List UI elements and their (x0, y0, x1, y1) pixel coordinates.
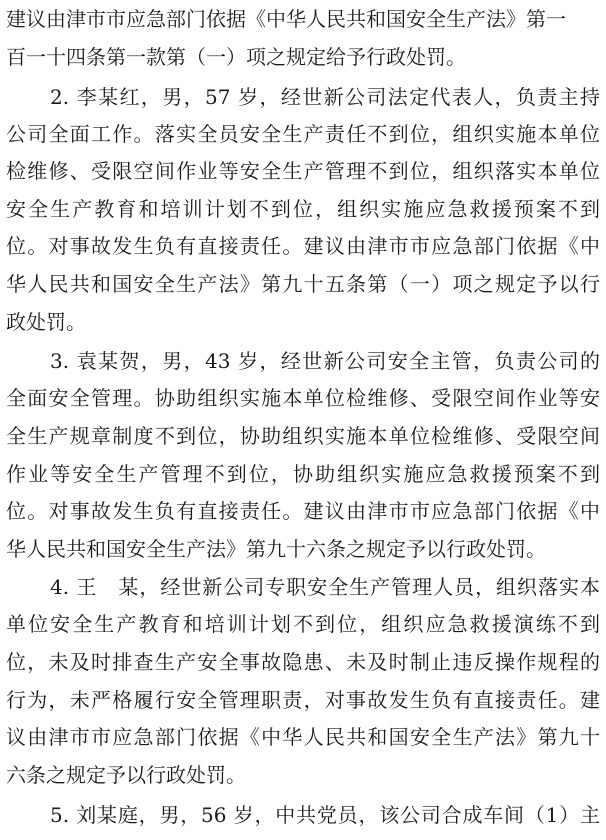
text-line: 位，未及时排查生产安全事故隐患、未及时制止违反操作规程的 (6, 650, 600, 674)
text-line: 公司全面工作。落实全员安全生产责任不到位，组织实施本单位 (6, 122, 600, 146)
text-line: 全面安全管理。协助组织实施本单位检维修、受限空间作业等安 (6, 386, 600, 410)
paragraph-start-line: 5. 刘某庭，男，56 岁，中共党员，该公司合成车间（1）主 (50, 803, 600, 827)
text-line: 六条之规定予以行政处罚。 (6, 763, 246, 787)
text-line: 单位安全生产教育和培训计划不到位，组织应急救援演练不到 (6, 612, 600, 636)
text-line: 作业等安全生产管理不到位，协助组织实施应急救援预案不到 (6, 462, 600, 486)
text-line: 百一十四条第一款第（一）项之规定给予行政处罚。 (6, 45, 466, 69)
paragraph-start-line: 4. 王 某，经世新公司专职安全生产管理人员，组织落实本 (50, 575, 600, 599)
text-line: 检维修、受限空间作业等安全生产管理不到位，组织落实本单位 (6, 159, 600, 183)
text-line: 全生产规章制度不到位，协助组织实施本单位检维修、受限空间 (6, 424, 600, 448)
text-line: 位。对事故发生负有直接责任。建议由津市市应急部门依据《中 (6, 234, 600, 258)
text-line: 议由津市市应急部门依据《中华人民共和国安全生产法》第九十 (6, 725, 600, 749)
text-line: 行为，未严格履行安全管理职责，对事故发生负有直接责任。建 (6, 688, 600, 712)
text-line: 安全生产教育和培训计划不到位，组织实施应急救援预案不到 (6, 197, 600, 221)
text-line: 华人民共和国安全生产法》第九十五条第（一）项之规定予以行 (6, 272, 600, 296)
text-line: 建议由津市市应急部门依据《中华人民共和国安全生产法》第一 (6, 7, 566, 31)
paragraph-start-line: 2. 李某红，男，57 岁，经世新公司法定代表人，负责主持 (50, 85, 600, 109)
text-line: 华人民共和国安全生产法》第九十六条之规定予以行政处罚。 (6, 537, 546, 561)
text-line: 位。对事故发生负有直接责任。建议由津市市应急部门依据《中 (6, 499, 600, 523)
text-line: 政处罚。 (6, 310, 86, 334)
paragraph-start-line: 3. 袁某贺，男，43 岁，经世新公司安全主管，负责公司的 (50, 349, 600, 373)
